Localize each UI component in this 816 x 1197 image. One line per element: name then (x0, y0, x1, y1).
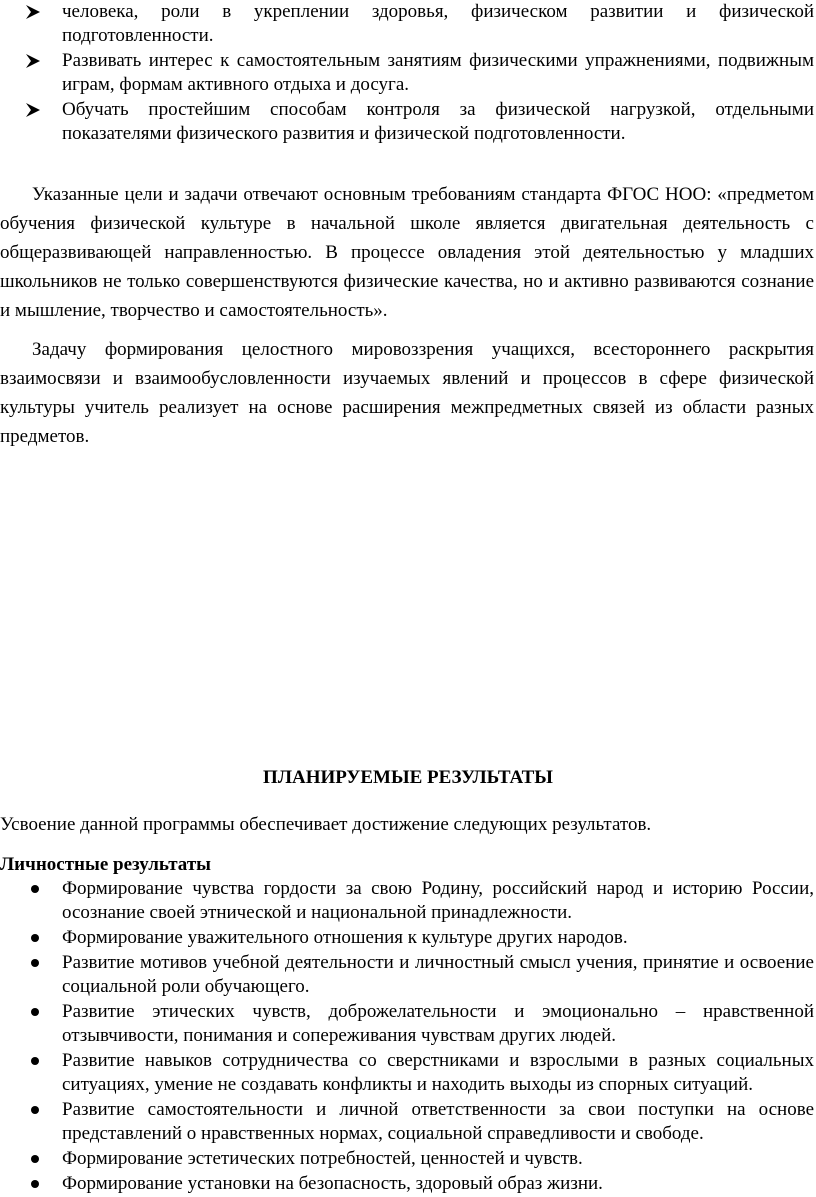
list-item-text: Формирование уважительного отношения к культуре других народов. (62, 927, 628, 948)
goals-arrow-list (0, 0, 814, 146)
list-item-text: Формирование установки на безопасность, здоровый образ жизни. (62, 1173, 603, 1194)
list-item-text: человека, роли в укреплении здоровья, физическом развитии и физической подготовленности. (62, 1, 814, 46)
intro-text: Усвоение данной программы обеспечивает достижение следующих результатов. (0, 814, 652, 835)
bullet-dot-icon (31, 959, 39, 967)
paragraph-worldview: Задачу формирования целостного мировоззрения учащихся, всестороннего раскрытия взаимосвязи и взаимообусловленности изучаемых явлений и процессов в сфере физической культуры учитель реализует на основе расширения межпредметных связей из области разных предметов. (0, 339, 814, 447)
bullet-dot-icon (31, 1155, 39, 1163)
list-item (0, 49, 814, 97)
list-item (0, 1172, 814, 1196)
arrow-bullet-icon (24, 98, 44, 122)
bullet-dot-icon (31, 934, 39, 942)
list-item-text: Развивать интерес к самостоятельным занятиям физическими упражнениями, подвижным играм, формам активного отдыха и досуга. (62, 50, 814, 95)
list-item (0, 1000, 814, 1048)
personal-results-list (0, 877, 814, 1197)
arrow-bullet-icon (24, 49, 44, 73)
personal-results-heading: Личностные результаты (0, 854, 211, 875)
arrow-bullet-icon (24, 0, 44, 24)
bullet-dot-icon (31, 885, 39, 893)
list-item-text: Развитие этических чувств, доброжелательности и эмоционально – нравственной отзывчивости, понимания и сопереживания чувствам других людей. (62, 1001, 814, 1046)
list-item (0, 1098, 814, 1146)
list-item-text: Развитие мотивов учебной деятельности и личностный смысл учения, принятие и освоение социальной роли обучающего. (62, 952, 814, 997)
list-item-text: Развитие самостоятельности и личной ответственности за свои поступки на основе представлений о нравственных нормах, социальной справедливости и свободе. (62, 1099, 814, 1144)
list-item (0, 0, 814, 48)
list-item-text: Обучать простейшим способам контроля за физической нагрузкой, отдельными показателями физического развития и физической подготовленности. (62, 99, 814, 144)
bullet-dot-icon (31, 1008, 39, 1016)
list-item (0, 877, 814, 925)
list-item (0, 951, 814, 999)
bullet-dot-icon (31, 1180, 39, 1188)
list-item (0, 98, 814, 146)
list-item (0, 1049, 814, 1097)
bullet-dot-icon (31, 1057, 39, 1065)
list-item-text: Формирование эстетических потребностей, ценностей и чувств. (62, 1148, 583, 1169)
bullet-dot-icon (31, 1106, 39, 1114)
list-item-text: Формирование чувства гордости за свою Родину, российский народ и историю России, осознание своей этнической и национальной принадлежности. (62, 878, 814, 923)
list-item-text: Развитие навыков сотрудничества со сверстниками и взрослыми в разных социальных ситуациях, умение не создавать конфликты и находить выходы из спорных ситуаций. (62, 1050, 814, 1095)
list-item (0, 926, 814, 950)
paragraph-fgos: Указанные цели и задачи отвечают основным требованиям стандарта ФГОС НОО: «предметом обучения физической культуре в начальной школе является двигательная деятельность с общеразвивающей направленностью. В процессе овладения этой деятельностью у младших школьников не только совершенствуются физические качества, но и активно развиваются сознание и мышление, творчество и самостоятельность». (0, 184, 814, 321)
section-title: ПЛАНИРУЕМЫЕ РЕЗУЛЬТАТЫ (263, 767, 553, 788)
list-item (0, 1147, 814, 1171)
